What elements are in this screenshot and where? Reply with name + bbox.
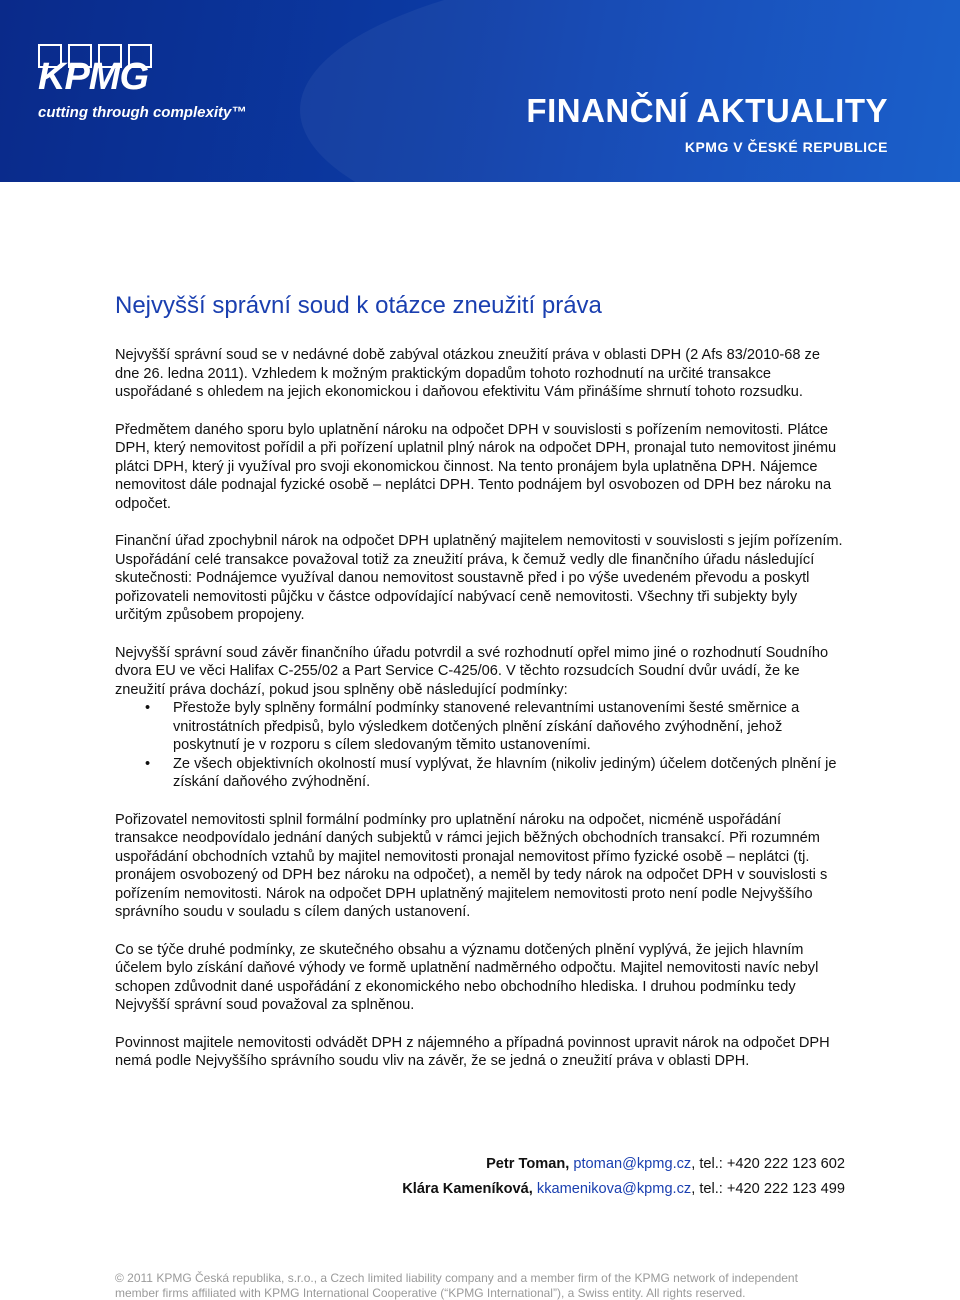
contact-phone: , tel.: +420 222 123 602 bbox=[691, 1156, 845, 1172]
bullet-icon: • bbox=[145, 755, 151, 772]
contact-name: Klára Kameníková, bbox=[402, 1181, 533, 1197]
paragraph-first-condition: Pořizovatel nemovitosti splnil formální podmínky pro uplatnění nároku na odpočet, nicméně uspořádání transakce neodpovídalo jednání daných subjektů v rámci jejich běžných obchodních transakcí. Při rozumném uspořádání obchodních vztahů by majitel nemovitosti pronajal nemovitost přímo fyzické osobě – neplátci (tj. pronájem osvobozený od DPH bez nároku na odpočet), a neměl by tedy nárok na odpočet DPH v souvislosti s pořízením nemovitosti. Nárok na odpočet DPH uplatněný majitelem nemovitosti proto není podle Nejvyššího správního soudu v souladu s cílem daných ustanovení. bbox=[115, 811, 828, 920]
article-title: Nejvyšší správní soud k otázce zneužití práva bbox=[115, 292, 602, 319]
tagline: cutting through complexity™ bbox=[38, 104, 247, 121]
paragraph-court: Nejvyšší správní soud závěr finančního úřadu potvrdil a své rozhodnutí opřel mimo jiné o rozhodnutí Soudního dvora EU ve věci Halifax C-255/02 a Part Service C-425/06. V těchto rozsudcích Soudní dvůr uvádí, že ke zneužití práva dochází, pokud jsou splněny obě následující podmínky: bbox=[115, 644, 829, 698]
contacts bbox=[402, 1152, 845, 1202]
contact-email-link[interactable]: kkamenikova@kpmg.cz bbox=[536, 1181, 692, 1197]
header-banner bbox=[0, 0, 960, 182]
footer-copyright: © 2011 KPMG Česká republika, s.r.o., a Czech limited liability company and a member firm of the KPMG network of independent member firms affiliated with KPMG International Cooperative (“KPMG International”), a Swiss entity. All rights reserved. bbox=[115, 1271, 798, 1300]
list-item-text: Ze všech objektivních okolností musí vyplývat, že hlavním (nikoliv jediným) účelem dotčených plnění je získání daňového zvýhodnění. bbox=[173, 755, 837, 790]
conditions-list bbox=[115, 699, 845, 792]
contact-phone: , tel.: +420 222 123 499 bbox=[691, 1181, 845, 1197]
list-item bbox=[145, 699, 845, 755]
contact-row bbox=[402, 1177, 845, 1202]
paragraph-intro: Nejvyšší správní soud se v nedávné době zabýval otázkou zneužití práva v oblasti DPH (2 Afs 83/2010-68 ze dne 26. ledna 2011). Vzhledem k možným praktickým dopadům tohoto rozhodnutí na určité transakce uspořádané s ohledem na jejich ekonomickou i daňovou efektivitu Vám přinášíme shrnutí tohoto rozsudku. bbox=[115, 347, 820, 400]
kpmg-logo bbox=[38, 44, 168, 96]
paragraph-conclusion: Povinnost majitele nemovitosti odvádět DPH z nájemného a případná povinnost upravit nárok na odpočet DPH nemá podle Nejvyššího správního soudu vliv na závěr, že se jedná o zneužití práva v oblasti DPH. bbox=[115, 1034, 830, 1069]
logo-wordmark: KPMG bbox=[38, 56, 148, 98]
contact-row bbox=[402, 1152, 845, 1177]
contact-email-link[interactable]: ptoman@kpmg.cz bbox=[573, 1156, 692, 1172]
paragraph-dispute: Předmětem daného sporu bylo uplatnění nároku na odpočet DPH v souvislosti s pořízením nemovitosti. Plátce DPH, který nemovitost pořídil a při pořízení uplatnil plný nárok na odpočet DPH, pronajal tuto nemovitost jinému plátci DPH, který ji využíval pro svoji ekonomickou činnost. Na tento pronájem byla uplatněna DPH. Nájemce nemovitost dále podnajal fyzické osobě – neplátci DPH. Tento podnájem byl osvobozen od DPH bez nároku na odpočet. bbox=[115, 421, 837, 512]
article bbox=[115, 292, 845, 1090]
publication-subtitle: KPMG V ČESKÉ REPUBLICE bbox=[684, 139, 888, 155]
publication-title: FINANČNÍ AKTUALITY bbox=[526, 92, 888, 129]
paragraph-second-condition: Co se týče druhé podmínky, ze skutečného obsahu a významu dotčených plnění vyplývá, že jejich hlavním účelem bylo získání daňové výhody ve formě uplatnění nadměrného odpočtu. Majitel nemovitosti navíc nebyl schopen zdůvodnit dané uspořádání z ekonomického nebo obchodního hlediska. I druhou podmínku tedy Nejvyšší správní soud považoval za splněnou. bbox=[115, 941, 819, 1013]
contact-name: Petr Toman, bbox=[486, 1156, 570, 1172]
bullet-icon: • bbox=[145, 700, 151, 716]
list-item bbox=[145, 755, 845, 792]
list-item-text: Přestože byly splněny formální podmínky stanovené relevantními ustanoveními šesté směrnice a vnitrostátních předpisů, bylo výsledkem dotčených plnění získání daňového zvýhodnění, jehož poskytnutí je v rozporu s cílem sledovaným těmito ustanoveními. bbox=[173, 700, 800, 753]
paragraph-tax-office: Finanční úřad zpochybnil nárok na odpočet DPH uplatněný majitelem nemovitosti v souvislosti s jejím pořízením. Uspořádání celé transakce považoval totiž za zneužití práva, k čemuž vedly dle finančního úřadu následující skutečnosti: Podnájemce využíval danou nemovitost soustavně před i po výše uvedeném převodu a poskytl pořizovateli nemovitosti půjčku v částce odpovídající nabývací ceně nemovitosti. Všechny tři subjekty byly určitým způsobem propojeny. bbox=[115, 533, 843, 623]
